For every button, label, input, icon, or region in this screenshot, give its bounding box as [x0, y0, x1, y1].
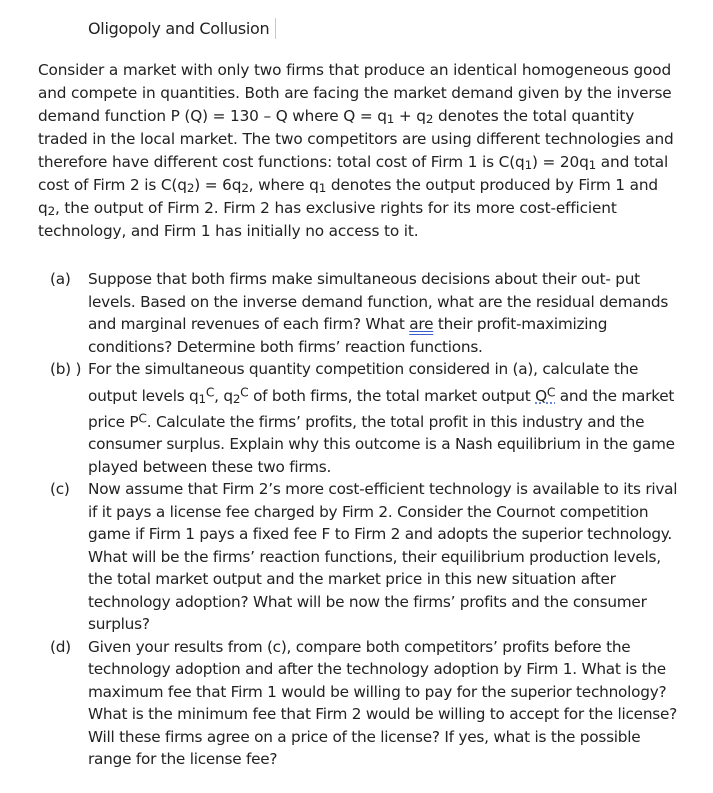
question-text: Now assume that Firm 2’s more cost-efficient technology is available to its rival if it pays a license fee charged by Firm 2. Consider the Cournot competition game if Firm 1 pays a fixed fee F to Firm 2 and adopts the superior technology. What will be the firms’ reaction functions, their equilibrium production levels, the total market output and the market price in this new situation after technology adoption? What will be now the firms’ profits and the consumer surplus?	[88, 480, 678, 633]
document-title-bar	[88, 16, 276, 40]
subscript: 1	[588, 158, 597, 173]
question-text	[88, 268, 680, 358]
intro-text: denotes the output produced by Firm 1 and q	[38, 176, 658, 217]
superscript: C	[546, 385, 556, 400]
question-label: (a)	[50, 270, 71, 288]
intro-paragraph	[38, 59, 678, 243]
question-text-segment: and the market price P	[88, 386, 675, 431]
question-text-segment: For the simultaneous quantity competition considered in (a), calculate the output levels q	[88, 360, 639, 405]
intro-text: , where q	[248, 176, 319, 194]
question-text-segment: . Calculate the firms’ profits, the total profit in this industry and the consumer surplus. Explain why this outcome is a Nash equilibrium in the game played between these two firms.	[88, 412, 675, 476]
subscript: 2	[241, 181, 249, 196]
question-text-segment: their profit-maximizing conditions? Determine both firms’ reaction functions.	[88, 315, 608, 356]
question-label: (d)	[50, 637, 71, 656]
superscript: C	[240, 385, 249, 400]
question-d	[50, 636, 680, 771]
qc-symbol: Q	[535, 386, 547, 405]
grammar-flag-word[interactable]: are	[409, 315, 434, 333]
question-text: Given your results from (c), compare both competitors’ profits before the technology adoption and after the technology adoption by Firm 1. What is the maximum fee that Firm 1 would be willing to pay for the superior technology? What is the minimum fee that Firm 2 would be willing to accept for the license? Will these firms agree on a price of the license? If yes, what is the possible range for the license fee?	[88, 637, 678, 768]
subscript: 1	[318, 181, 327, 196]
text-cursor	[275, 18, 276, 39]
question-label: (c)	[50, 480, 70, 498]
intro-text: ) = 20q	[532, 153, 589, 171]
subscript: 2	[232, 391, 241, 406]
subscript: 2	[425, 112, 434, 127]
intro-text: denotes the total quantity traded in the local market. The two competitors are using different technologies and therefore have different cost functions: total cost of Firm 1 is C(q	[38, 107, 674, 171]
question-text-segment: of both firms, the total market output	[248, 386, 536, 405]
intro-text: , the output of Firm 2. Firm 2 has exclusive rights for its more cost-efficient technology, and Firm 1 has initially no access to it.	[38, 199, 617, 240]
subscript: 2	[186, 181, 195, 196]
intro-text: + q	[394, 107, 426, 125]
superscript: C	[138, 411, 147, 426]
intro-text: and total cost of Firm 2 is C(q	[38, 153, 669, 194]
intro-text: ) = 6q	[194, 176, 242, 194]
question-text-segment: , q	[214, 386, 233, 405]
intro-text: Consider a market with only two firms that produce an identical homogeneous good and compete in quantities. Both are facing the market demand given by the inverse demand function P (Q) = 130 – Q where Q = q	[38, 61, 672, 125]
question-label: (b) )	[50, 360, 82, 378]
question-text-segment: Suppose that both firms make simultaneous decisions about their out- put levels. Based on the inverse demand function, what are the residual demands and marginal revenues of each firm? What	[88, 270, 669, 333]
question-list	[50, 268, 680, 771]
subscript: 1	[198, 391, 206, 406]
question-text	[88, 358, 680, 478]
subscript: 2	[47, 204, 55, 219]
question-b	[50, 358, 680, 478]
document-title: Oligopoly and Collusion	[88, 18, 270, 38]
subscript: 1	[524, 158, 533, 173]
question-a	[50, 268, 680, 358]
question-c	[50, 478, 680, 636]
superscript: C	[205, 385, 215, 400]
spelling-flag-word[interactable]	[535, 387, 555, 405]
subscript: 1	[386, 112, 395, 127]
